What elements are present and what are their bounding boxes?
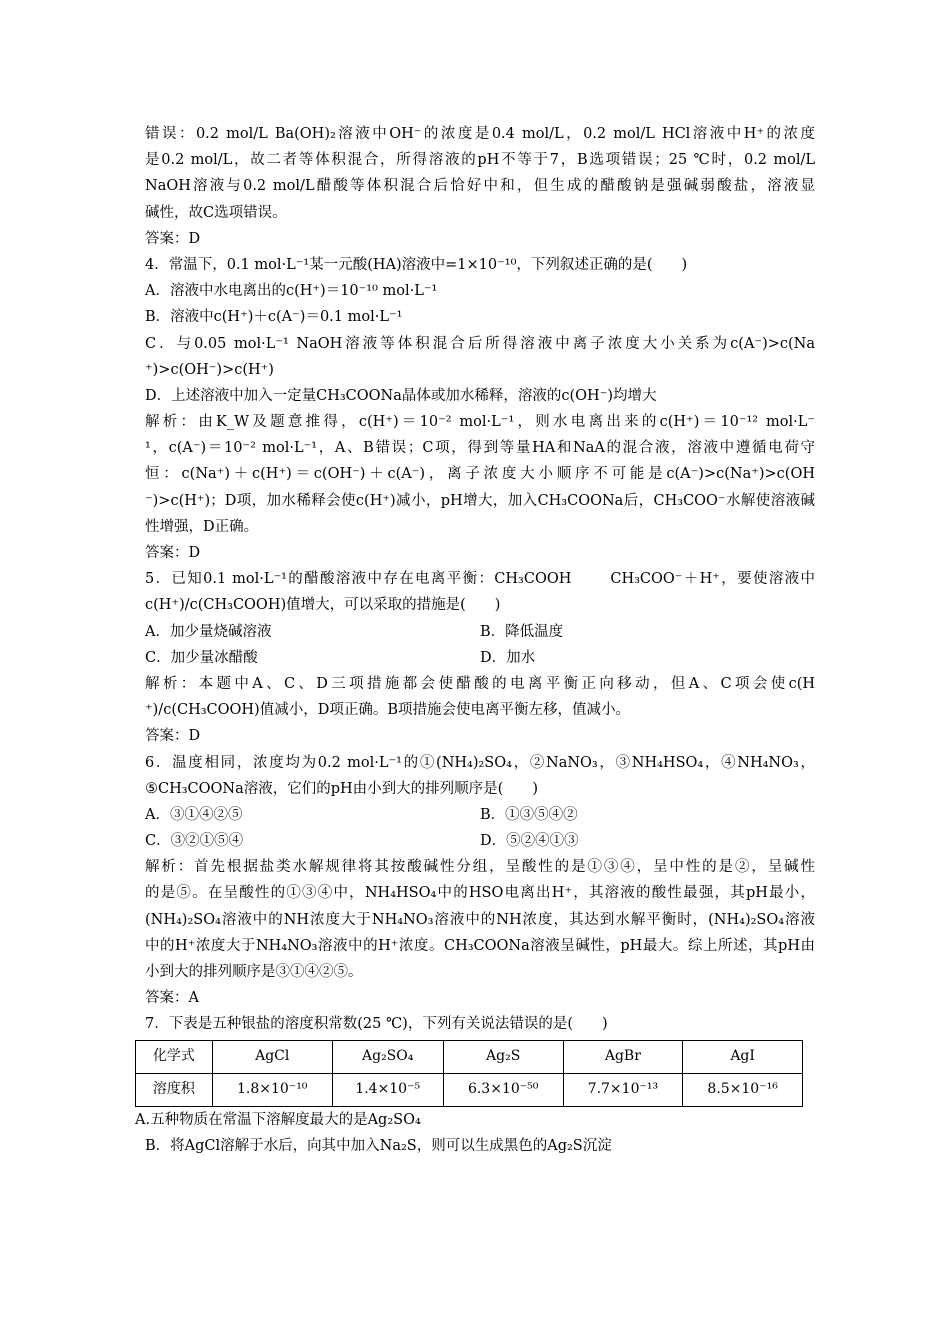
q4-option-d: D．上述溶液中加入一定量CH₃COONa晶体或加水稀释，溶液的c(OH⁻)均增大 <box>145 387 657 404</box>
document-body <box>135 121 815 1159</box>
q6-option-d: D．⑤②④①③ <box>480 833 579 850</box>
analysis-line: 解析：由K_W及题意推得，c(H⁺)＝10⁻² mol·L⁻¹，则水电离出来的c(H⁺)＝10⁻¹² mol·L⁻ <box>145 414 815 431</box>
analysis-line: ⁻)>c(H⁺)；D项，加水稀释会使c(H⁺)减小，pH增大，加入CH₃COONa后，CH₃COO⁻水解使溶液碱 <box>145 492 815 509</box>
analysis-line: ¹，c(A⁻)＝10⁻² mol·L⁻¹，A、B错误；C项，得到等量HA和NaA的混合液，溶液中遵循电荷守 <box>145 440 815 457</box>
analysis-line: 恒：c(Na⁺)＋c(H⁺)＝c(OH⁻)＋c(A⁻)，离子浓度大小顺序不可能是c(A⁻)>c(Na⁺)>c(OH <box>145 466 815 483</box>
q5-option-b: B．降低温度 <box>480 623 564 640</box>
text-line: 错误：0.2 mol/L Ba(OH)₂溶液中OH⁻的浓度是0.4 mol/L，0.2 mol/L HCl溶液中H⁺的浓度 <box>145 126 815 142</box>
table-cell: 8.5×10⁻¹⁶ <box>683 1073 803 1106</box>
table-cell: AgCl <box>212 1040 332 1073</box>
q5-options-row <box>145 645 815 671</box>
q6-options-row <box>145 802 815 828</box>
analysis-line: 的是⑤。在呈酸性的①③④中，NH₄HSO₄中的HSO电离出H⁺，其溶液的酸性最强，其pH最小， <box>145 885 815 902</box>
text-line: 是0.2 mol/L，故二者等体积混合，所得溶液的pH不等于7，B选项错误；25 ℃时，0.2 mol/L <box>145 152 815 169</box>
q6-option-a: A．③①④②⑤ <box>145 806 243 823</box>
question-6-cont: ⑤CH₃COONa溶液，它们的pH由小到大的排列顺序是( ) <box>145 780 538 797</box>
table-cell: 7.7×10⁻¹³ <box>563 1073 683 1106</box>
q6-option-c: C．③②①⑤④ <box>145 833 244 850</box>
q5-option-c: C．加少量冰醋酸 <box>145 649 258 666</box>
q4-option-a: A．溶液中水电离出的c(H⁺)＝10⁻¹⁰ mol·L⁻¹ <box>145 283 438 300</box>
analysis-line: (NH₄)₂SO₄溶液中的NH浓度大于NH₄NO₃溶液中的NH浓度，其达到水解平衡时，(NH₄)₂SO₄溶液 <box>145 911 815 928</box>
table-cell: AgBr <box>563 1040 683 1073</box>
analysis-line: 中的H⁺浓度大于NH₄NO₃溶液中的H⁺浓度。CH₃COONa溶液呈碱性，pH最大。综上所述，其pH由 <box>145 937 815 954</box>
answer-line: 答案：D <box>145 728 201 745</box>
answer-line: 答案：A <box>145 990 199 1007</box>
table-header-row <box>136 1040 803 1073</box>
table-cell: 6.3×10⁻⁵⁰ <box>443 1073 563 1106</box>
analysis-line: ⁺)/c(CH₃COOH)值减小，D项正确。B项措施会使电离平衡左移，值减小。 <box>145 702 630 719</box>
q6-options-row <box>145 828 815 854</box>
table-cell: 1.4×10⁻⁵ <box>332 1073 443 1106</box>
table-cell: 溶度积 <box>136 1073 213 1106</box>
table-cell: 化学式 <box>136 1040 213 1073</box>
analysis-line: 小到大的排列顺序是③①④②⑤。 <box>145 964 363 980</box>
table-cell: Ag₂SO₄ <box>332 1040 443 1073</box>
analysis-line: 解析：本题中A、C、D三项措施都会使醋酸的电离平衡正向移动，但A、C项会使c(H <box>145 675 815 692</box>
q5-options-row <box>145 619 815 645</box>
q4-option-c-cont: ⁺)>c(OH⁻)>c(H⁺) <box>145 361 274 378</box>
q5-option-d: D．加水 <box>480 649 536 666</box>
question-6: 6．温度相同，浓度均为0.2 mol·L⁻¹的①(NH₄)₂SO₄，②NaNO₃，③NH₄HSO₄，④NH₄NO₃， <box>145 754 815 771</box>
text-line: 碱性，故C选项错误。 <box>145 204 287 221</box>
table-cell: AgI <box>683 1040 803 1073</box>
table-cell: 1.8×10⁻¹⁰ <box>212 1073 332 1106</box>
q6-option-b: B．①③⑤④② <box>480 806 578 823</box>
analysis-line: 解析：首先根据盐类水解规律将其按酸碱性分组，呈酸性的是①③④，呈中性的是②，呈碱性 <box>145 859 815 876</box>
question-5: 5．已知0.1 mol·L⁻¹的醋酸溶液中存在电离平衡：CH₃COOH CH₃COO⁻＋H⁺，要使溶液中 <box>145 571 815 588</box>
question-7: 7．下表是五种银盐的溶度积常数(25 ℃)，下列有关说法错误的是( ) <box>145 1016 608 1033</box>
question-4: 4．常温下，0.1 mol·L⁻¹某一元酸(HA)溶液中=1×10⁻¹⁰，下列叙述正确的是( ) <box>145 256 688 273</box>
table-row <box>136 1073 803 1106</box>
q4-option-b: B．溶液中c(H⁺)＋c(A⁻)＝0.1 mol·L⁻¹ <box>145 309 403 326</box>
analysis-line: 性增强，D正确。 <box>145 518 259 535</box>
q4-option-c: C．与0.05 mol·L⁻¹ NaOH溶液等体积混合后所得溶液中离子浓度大小关系为c(A⁻)>c(Na <box>145 335 815 352</box>
answer-line: 答案：D <box>145 545 201 561</box>
q7-option-b: B．将AgCl溶解于水后，向其中加入Na₂S，则可以生成黑色的Ag₂S沉淀 <box>145 1137 612 1154</box>
answer-line: 答案：D <box>145 230 201 247</box>
q5-option-a: A．加少量烧碱溶液 <box>145 623 272 640</box>
q7-option-a: A.五种物质在常温下溶解度最大的是Ag₂SO₄ <box>135 1111 421 1128</box>
ksp-table <box>135 1040 803 1107</box>
question-5-cont: c(H⁺)/c(CH₃COOH)值增大，可以采取的措施是( ) <box>145 597 501 614</box>
table-cell: Ag₂S <box>443 1040 563 1073</box>
text-line: NaOH溶液与0.2 mol/L醋酸等体积混合后恰好中和，但生成的醋酸钠是强碱弱酸盐，溶液显 <box>145 178 815 195</box>
